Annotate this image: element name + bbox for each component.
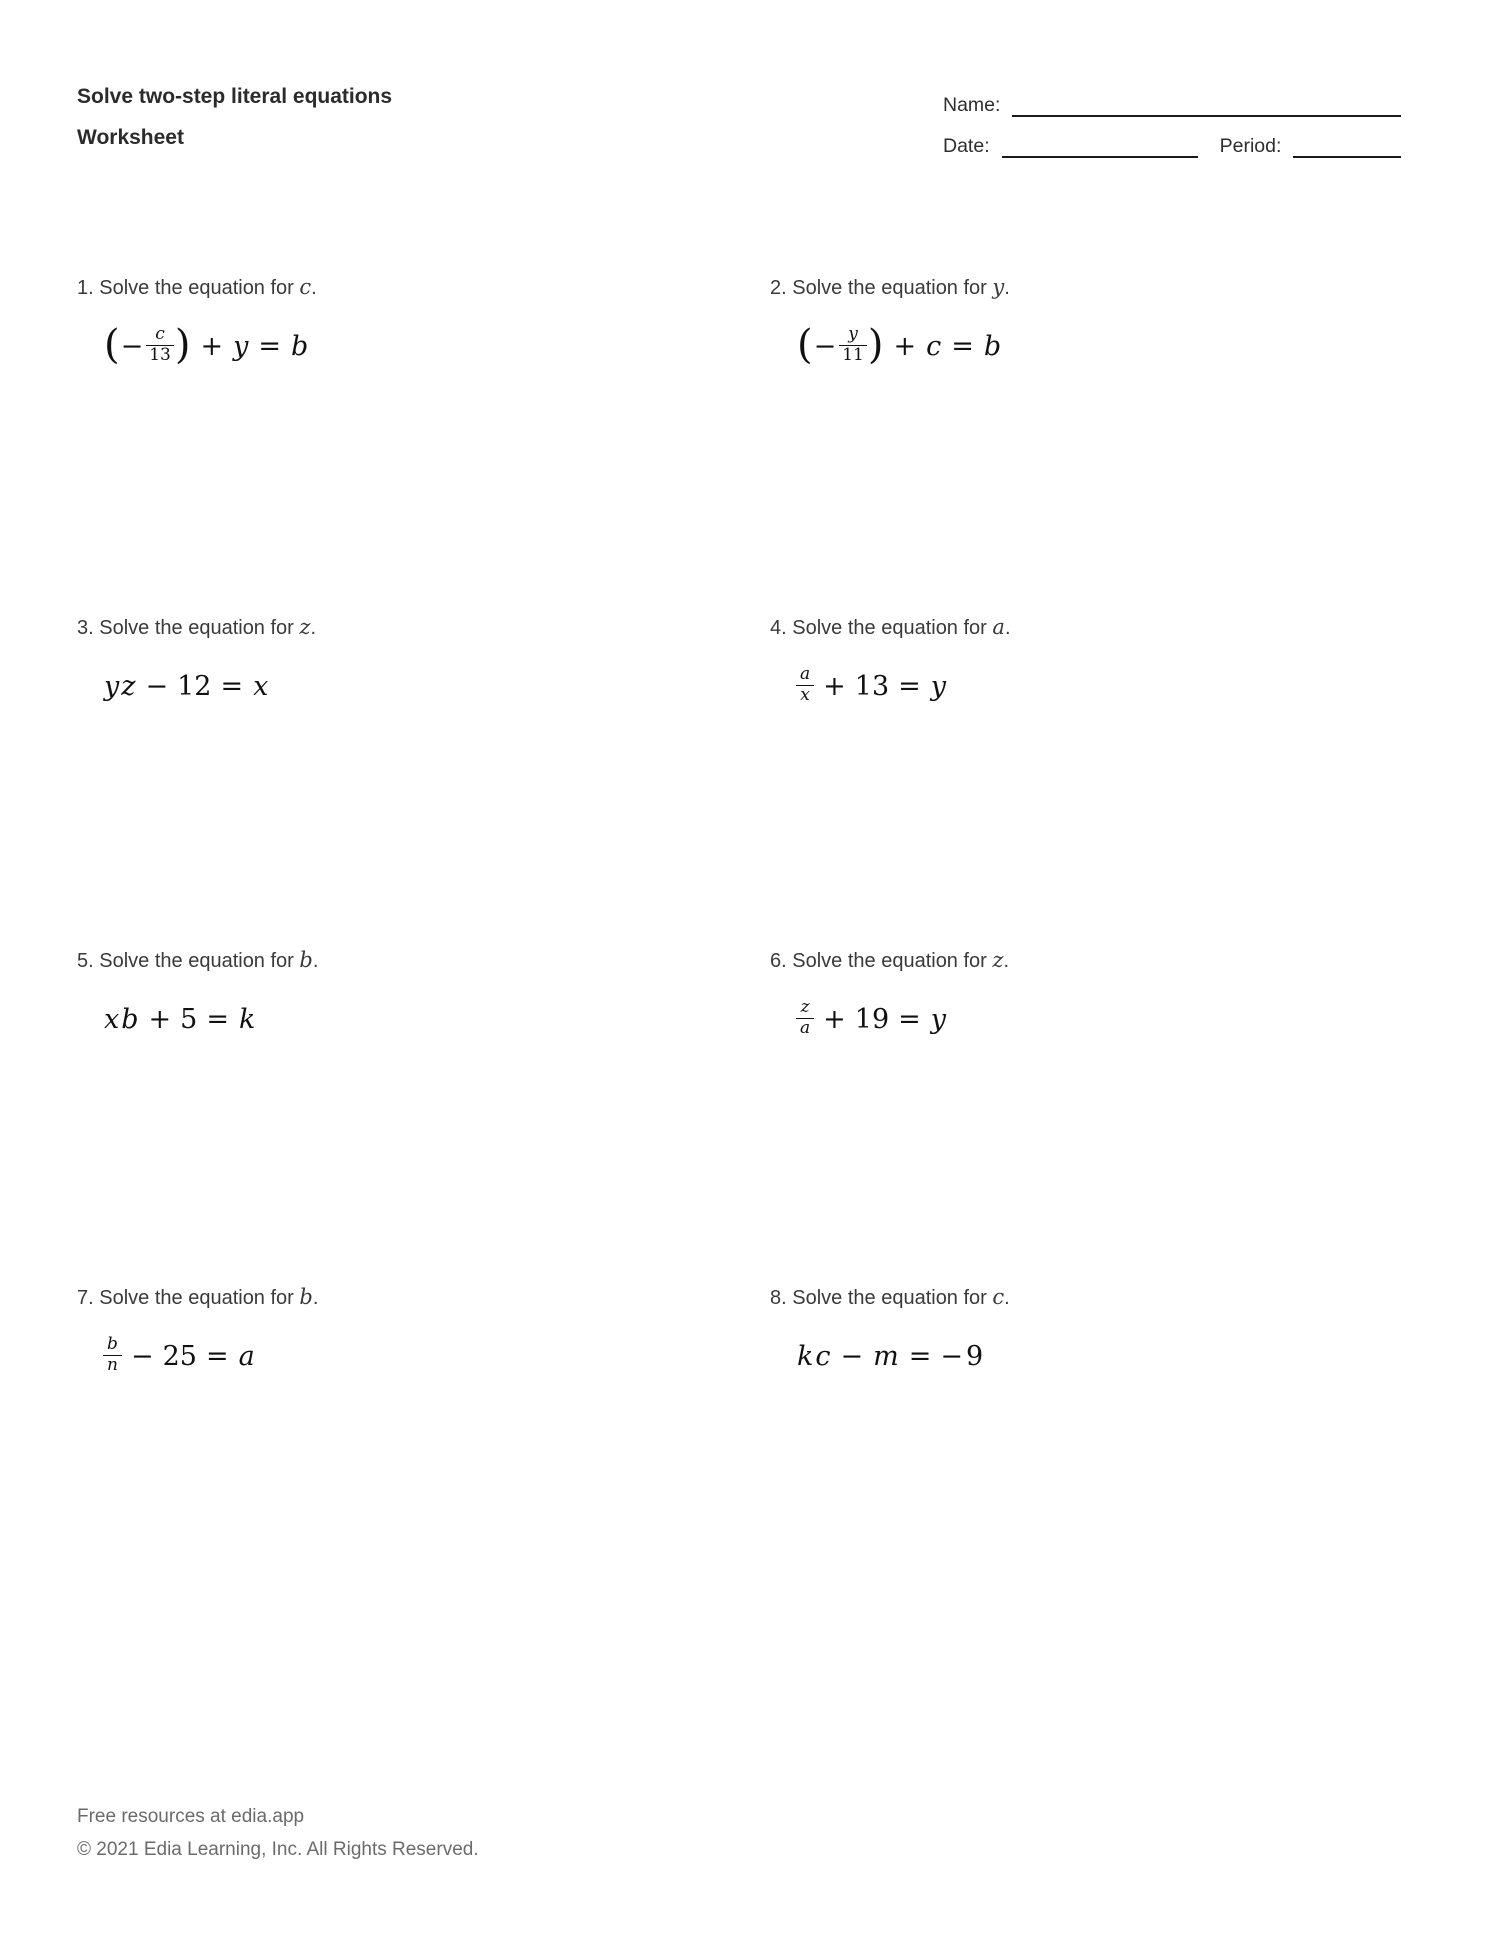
problem-1-prompt — [77, 275, 697, 300]
problem-2-prompt — [770, 275, 1390, 300]
problem-4-number: 4. — [770, 617, 787, 639]
problem-6-prompt-text: Solve the equation for — [792, 950, 987, 972]
problem-3-number: 3. — [77, 617, 94, 639]
problem-5-equation: xb + 5 = k — [104, 1004, 256, 1035]
problem-1-prompt-text: Solve the equation for — [99, 277, 294, 299]
problem-2-suffix: . — [1004, 277, 1010, 299]
date-blank-line — [1002, 129, 1198, 158]
problem-5-prompt-text: Solve the equation for — [99, 950, 294, 972]
footer-copyright-line: © 2021 Edia Learning, Inc. All Rights Reserved. — [77, 1839, 479, 1860]
problem-8-suffix: . — [1004, 1287, 1010, 1309]
problem-8-number: 8. — [770, 1287, 787, 1309]
problem-4-equation: $\frac{a}{x}$ + 13 = y — [770, 664, 1390, 710]
problem-7 — [77, 1285, 697, 1380]
problem-3-suffix: . — [310, 617, 317, 639]
period-blank-line — [1293, 129, 1401, 158]
page-footer — [77, 1800, 479, 1866]
footer-resources-line: Free resources at edia.app — [77, 1806, 305, 1827]
problem-3-variable: z — [299, 615, 311, 639]
problem-5-prompt — [77, 948, 697, 973]
problem-6-prompt — [770, 948, 1390, 973]
problem-8-prompt-text: Solve the equation for — [792, 1287, 987, 1309]
problem-6-suffix: . — [1003, 950, 1010, 972]
problem-6-number: 6. — [770, 950, 787, 972]
period-label: Period: — [1219, 135, 1282, 157]
problem-8 — [770, 1285, 1390, 1380]
problem-4-prompt-text: Solve the equation for — [792, 617, 987, 639]
problem-4-suffix: . — [1004, 617, 1011, 639]
problem-2-variable: y — [992, 275, 1005, 299]
problem-7-suffix: . — [312, 1287, 319, 1309]
problem-4 — [770, 615, 1390, 710]
problem-5-variable: b — [299, 948, 313, 972]
problem-3 — [77, 615, 697, 710]
name-row — [943, 90, 1401, 117]
problem-1-variable: c — [299, 275, 312, 299]
page-title-line2: Worksheet — [77, 126, 184, 149]
name-label: Name: — [943, 94, 1001, 116]
page-title-line1: Solve two-step literal equations — [77, 85, 393, 108]
problem-7-prompt — [77, 1285, 697, 1310]
date-period-row — [943, 131, 1401, 158]
problem-5 — [77, 948, 697, 1043]
problem-7-prompt-text: Solve the equation for — [99, 1287, 294, 1309]
problem-2-number: 2. — [770, 277, 787, 299]
problem-2-prompt-text: Solve the equation for — [792, 277, 987, 299]
problem-7-number: 7. — [77, 1287, 94, 1309]
problem-1-number: 1. — [77, 277, 94, 299]
problem-6 — [770, 948, 1390, 1043]
problem-1 — [77, 275, 697, 370]
problem-3-equation: yz − 12 = x — [104, 671, 269, 702]
problem-1-suffix: . — [311, 277, 317, 299]
problem-1-equation: (− $\frac{c}{13}$ ) + y = b — [104, 321, 309, 368]
problem-8-variable: c — [992, 1285, 1005, 1309]
problem-3-prompt-text: Solve the equation for — [99, 617, 294, 639]
problem-7-equation: $\frac{b}{n}$ − 25 = a — [77, 1334, 697, 1380]
problem-4-prompt — [770, 615, 1390, 640]
header-fields — [943, 90, 1401, 172]
problem-5-suffix: . — [312, 950, 319, 972]
problem-5-number: 5. — [77, 950, 94, 972]
problem-2 — [770, 275, 1390, 370]
problem-3-prompt — [77, 615, 697, 640]
problem-2-equation: (− $\frac{y}{11}$ ) + c = b — [797, 321, 1002, 368]
problem-6-variable: z — [992, 948, 1004, 972]
problem-8-equation: kc − m = − 9 — [797, 1341, 984, 1372]
problem-7-variable: b — [299, 1285, 313, 1309]
problem-6-equation: $\frac{z}{a}$ + 19 = y — [770, 997, 1390, 1043]
page-title — [77, 76, 392, 158]
problem-8-prompt — [770, 1285, 1390, 1310]
date-label: Date: — [943, 135, 990, 157]
problem-4-variable: a — [992, 615, 1005, 639]
name-blank-line — [1012, 88, 1401, 117]
